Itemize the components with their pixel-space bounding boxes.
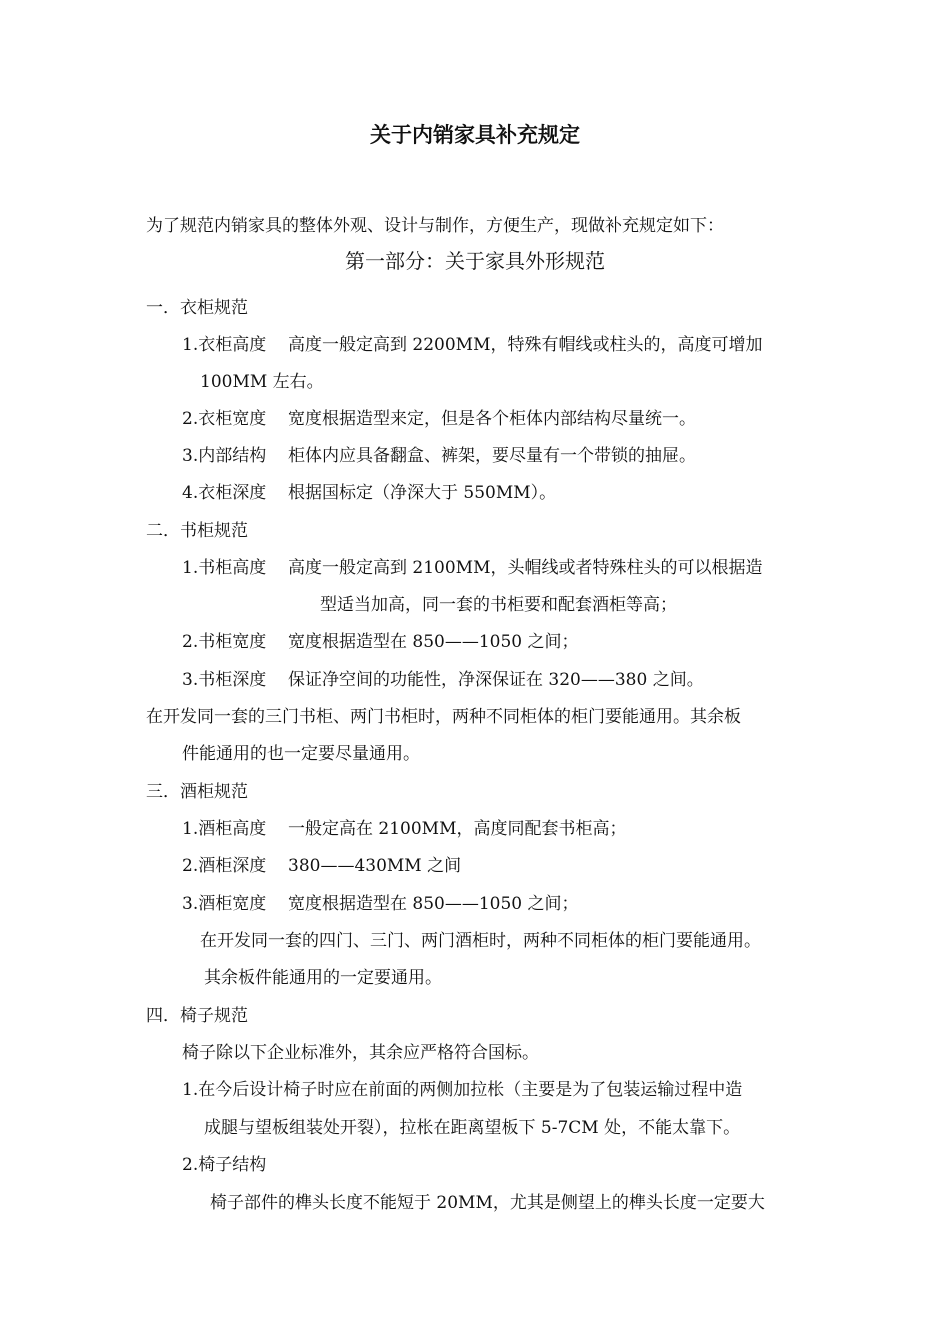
item-label: 2.酒柜深度 — [182, 856, 267, 876]
wine-cabinet-note: 在开发同一套的四门、三门、两门酒柜时，两种不同柜体的柜门要能通用。 — [200, 931, 761, 951]
wine-cabinet-item-depth — [182, 854, 461, 878]
chair-item-structure-label: 2.椅子结构 — [182, 1155, 267, 1175]
wardrobe-item-height-cont: 100MM 左右。 — [200, 372, 324, 392]
item-label: 3.书柜深度 — [182, 670, 267, 690]
item-text: 一般定高在 2100MM，高度同配套书柜高； — [288, 819, 627, 839]
bookcase-item-width — [182, 630, 579, 654]
bookcase-item-depth — [182, 668, 704, 692]
item-text: 保证净空间的功能性，净深保证在 320——380 之间。 — [288, 670, 704, 690]
section-heading-wine-cabinet: 三．酒柜规范 — [146, 782, 248, 802]
chair-item-brace: 1.在今后设计椅子时应在前面的两侧加拉枨（主要是为了包装运输过程中造 — [182, 1080, 743, 1100]
wardrobe-item-width — [182, 407, 696, 431]
wine-cabinet-item-height — [182, 817, 626, 841]
chair-item-structure-text: 椅子部件的榫头长度不能短于 20MM，尤其是侧望上的榫头长度一定要大 — [210, 1193, 765, 1213]
item-label: 1.衣柜高度 — [182, 335, 267, 355]
item-label: 2.书柜宽度 — [182, 632, 267, 652]
bookcase-item-height — [182, 556, 762, 580]
item-text: 宽度根据造型在 850——1050 之间； — [288, 894, 579, 914]
item-text: 高度一般定高到 2100MM，头帽线或者特殊柱头的可以根据造 — [288, 558, 763, 578]
item-label: 3.酒柜宽度 — [182, 894, 267, 914]
item-label: 1.书柜高度 — [182, 558, 267, 578]
chair-intro: 椅子除以下企业标准外，其余应严格符合国标。 — [182, 1043, 539, 1063]
item-text: 宽度根据造型来定，但是各个柜体内部结构尽量统一。 — [288, 409, 696, 429]
section-heading-wardrobe: 一．衣柜规范 — [146, 298, 248, 318]
item-label: 1.酒柜高度 — [182, 819, 267, 839]
item-text: 柜体内应具备翻盒、裤架，要尽量有一个带锁的抽屉。 — [288, 446, 696, 466]
part-one-title: 第一部分：关于家具外形规范 — [345, 249, 605, 273]
item-text: 宽度根据造型在 850——1050 之间； — [288, 632, 579, 652]
wardrobe-item-structure — [182, 444, 696, 468]
section-heading-bookcase: 二．书柜规范 — [146, 521, 248, 541]
item-text: 高度一般定高到 2200MM，特殊有帽线或柱头的，高度可增加 — [288, 335, 763, 355]
wardrobe-item-depth — [182, 481, 556, 505]
item-label: 2.衣柜宽度 — [182, 409, 267, 429]
chair-item-brace-cont: 成腿与望板组装处开裂），拉枨在距离望板下 5-7CM 处，不能太靠下。 — [204, 1118, 741, 1138]
bookcase-note: 在开发同一套的三门书柜、两门书柜时，两种不同柜体的柜门要能通用。其余板 — [146, 707, 741, 727]
item-text: 根据国标定（净深大于 550MM）。 — [288, 483, 557, 503]
document-title: 关于内销家具补充规定 — [370, 123, 580, 147]
item-label: 4.衣柜深度 — [182, 483, 267, 503]
intro-paragraph: 为了规范内销家具的整体外观、设计与制作，方便生产，现做补充规定如下： — [146, 216, 724, 236]
wine-cabinet-item-width — [182, 892, 579, 916]
wine-cabinet-note-cont: 其余板件能通用的一定要通用。 — [204, 968, 442, 988]
bookcase-item-height-cont: 型适当加高，同一套的书柜要和配套酒柜等高； — [320, 595, 677, 615]
bookcase-note-cont: 件能通用的也一定要尽量通用。 — [182, 744, 420, 764]
item-text: 380——430MM 之间 — [288, 856, 462, 876]
wardrobe-item-height — [182, 333, 762, 357]
section-heading-chair: 四．椅子规范 — [146, 1006, 248, 1026]
item-label: 3.内部结构 — [182, 446, 267, 466]
